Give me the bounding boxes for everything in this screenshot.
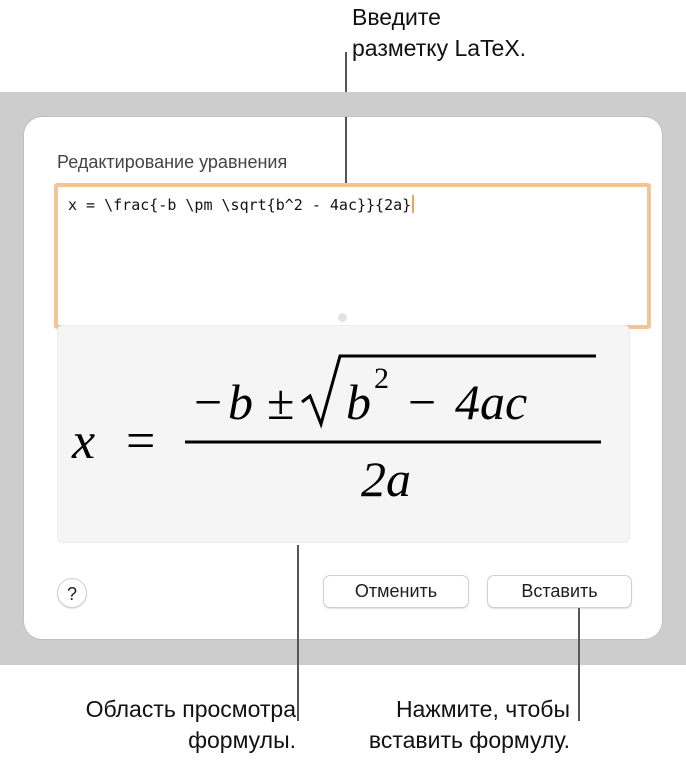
callout-preview-line2: формулы. <box>188 727 296 753</box>
formula-equals: = <box>126 413 156 470</box>
cancel-button[interactable]: Отменить <box>323 575 469 608</box>
formula-pm: ± <box>267 374 295 430</box>
callout-preview <box>26 694 296 756</box>
formula-radicand-rest: 4ac <box>455 374 528 430</box>
formula-exponent: 2 <box>374 362 389 395</box>
callout-latex-line1: Введите <box>352 4 441 30</box>
leader-line-insert <box>578 608 580 721</box>
latex-input-field[interactable] <box>54 183 651 329</box>
formula-preview <box>57 325 630 543</box>
formula-denominator: 2a <box>361 451 411 507</box>
callout-insert <box>320 694 570 756</box>
formula-preview-render <box>58 326 631 544</box>
insert-button[interactable]: Вставить <box>487 575 632 608</box>
formula-numerator-b: b <box>228 374 253 430</box>
formula-lhs: x <box>72 413 96 470</box>
dialog-title: Редактирование уравнения <box>57 152 288 172</box>
formula-radicand-minus: − <box>408 374 437 430</box>
text-cursor <box>412 195 414 213</box>
formula-numerator-minus: − <box>194 374 223 430</box>
callout-latex <box>352 2 526 64</box>
callout-insert-line1: Нажмите, чтобы <box>395 696 570 722</box>
leader-line-latex-inner <box>345 117 347 183</box>
formula-radicand-b: b <box>346 374 371 430</box>
latex-input-value: x = \frac{-b \pm \sqrt{b^2 - 4ac}}{2a} <box>68 196 412 214</box>
help-button[interactable]: ? <box>57 578 87 608</box>
resize-handle[interactable] <box>338 313 347 322</box>
callout-latex-line2: разметку LaTeX. <box>352 35 527 61</box>
callout-insert-line2: вставить формулу. <box>368 727 570 753</box>
callout-preview-line1: Область просмотра <box>85 696 296 722</box>
leader-line-preview <box>297 545 299 721</box>
